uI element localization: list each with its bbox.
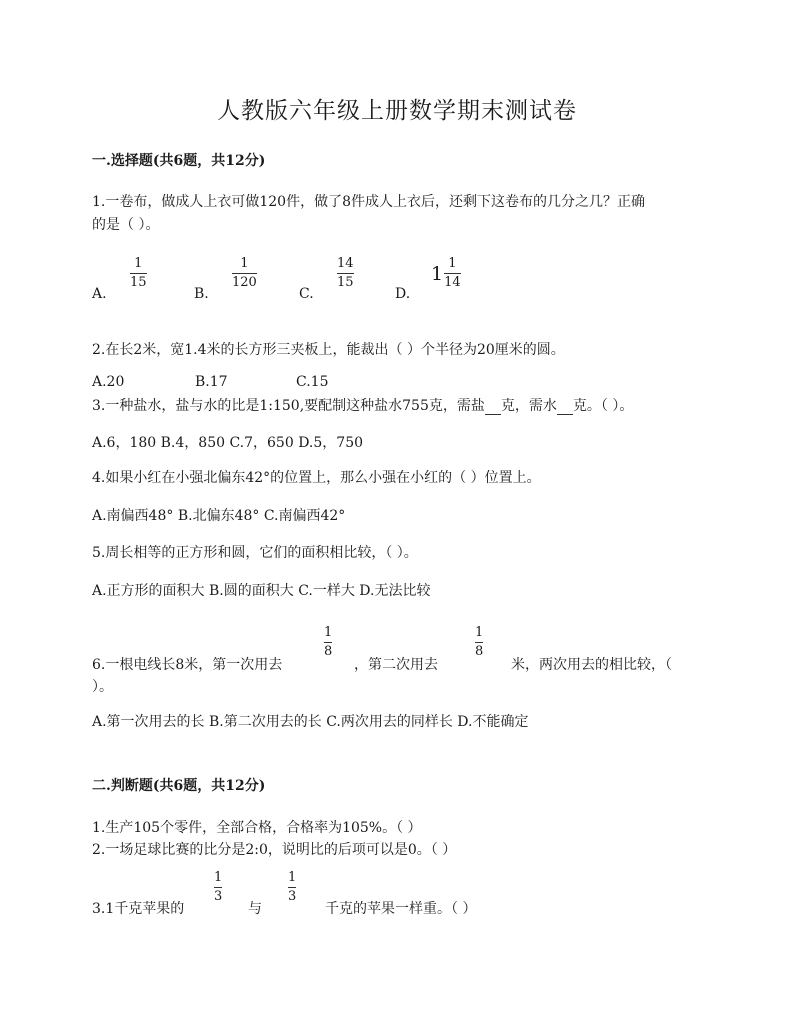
q2-option-b: B.17 (195, 374, 228, 390)
fraction-denominator: 14 (444, 275, 461, 290)
answer-blank (485, 398, 501, 415)
q1-option-d-fraction (444, 257, 461, 290)
q5-options: A.正方形的面积大 B.圆的面积大 C.一样大 D.无法比较 (92, 583, 431, 599)
fraction-bar (232, 273, 257, 274)
tf-q3-text-c: 千克的苹果一样重。（ ） (325, 901, 477, 917)
fraction-numerator: 1 (448, 256, 457, 271)
q6-text-c: 米，两次用去的相比较，（ (511, 657, 672, 673)
q1-option-d-label: D. (395, 286, 411, 302)
q2-option-c: C.15 (296, 374, 329, 390)
q2-option-a: A.20 (92, 374, 125, 390)
tf-q3-fraction-2 (288, 871, 296, 904)
fraction-bar (324, 642, 332, 643)
answer-blank (557, 398, 573, 415)
q3-text-a: 3.一种盐水，盐与水的比是1:150,要配制这种盐水755克，需盐 (92, 398, 485, 414)
tf-q3-text-a: 3.1千克苹果的 (92, 901, 185, 917)
q1-option-b-fraction (232, 257, 257, 290)
fraction-numerator: 14 (337, 256, 354, 271)
fraction-numerator: 1 (240, 256, 249, 271)
q6-text-a: 6.一根电线长8米，第一次用去 (92, 657, 283, 673)
fraction-numerator: 1 (475, 625, 484, 640)
tf-q3-text-b: 与 (248, 901, 262, 917)
q6-text-b: ，第二次用去 (354, 657, 438, 673)
q5-text: 5.周长相等的正方形和圆，它们的面积相比较，（ ）。 (92, 545, 418, 561)
tf-q1-text: 1.生产105个零件，全部合格，合格率为105%。（ ） (92, 820, 422, 836)
tf-q3-fraction-1 (214, 871, 222, 904)
q3-text-b: 克，需水 (500, 398, 557, 414)
q4-options: A.南偏西48° B.北偏东48° C.南偏西42° (92, 508, 346, 524)
q1-option-d-mixed-number (431, 257, 461, 290)
q1-option-b-label: B. (194, 286, 209, 302)
q3-text-c: 克。（ ）。 (572, 398, 634, 414)
page-title: 人教版六年级上册数学期末测试卷 (217, 98, 577, 124)
q1-option-a-label: A. (92, 286, 107, 302)
section-1-heading: 一.选择题(共6题，共12分) (92, 153, 266, 169)
fraction-bar (288, 887, 296, 888)
q6-options: A.第一次用去的长 B.第二次用去的长 C.两次用去的同样长 D.不能确定 (92, 714, 529, 730)
fraction-denominator: 120 (232, 275, 257, 290)
q3-options: A.6，180 B.4，850 C.7，650 D.5，750 (92, 435, 364, 451)
fraction-denominator: 3 (288, 889, 297, 904)
fraction-denominator: 15 (130, 275, 147, 290)
fraction-denominator: 8 (324, 644, 333, 659)
fraction-numerator: 1 (134, 256, 143, 271)
q1-option-c-fraction (337, 257, 354, 290)
q1-option-c-label: C. (299, 286, 314, 302)
q4-text: 4.如果小红在小强北偏东42°的位置上，那么小强在小红的（ ）位置上。 (92, 470, 541, 486)
q1-text-line2: 的是（ ）。 (92, 217, 160, 233)
fraction-denominator: 3 (214, 889, 223, 904)
fraction-bar (130, 273, 147, 274)
fraction-bar (337, 273, 354, 274)
fraction-numerator: 1 (214, 870, 223, 885)
q6-fraction-2 (475, 626, 483, 659)
fraction-bar (444, 273, 461, 274)
q6-text-line2: ）。 (92, 679, 113, 695)
q2-text: 2.在长2米，宽1.4米的长方形三夹板上，能裁出（ ）个半径为20厘米的圆。 (92, 342, 565, 358)
fraction-bar (214, 887, 222, 888)
fraction-numerator: 1 (288, 870, 297, 885)
q1-option-a-fraction (130, 257, 147, 290)
tf-q2-text: 2.一场足球比赛的比分是2:0，说明比的后项可以是0。（ ） (92, 842, 457, 858)
fraction-bar (475, 642, 483, 643)
mixed-whole: 1 (431, 262, 444, 285)
q6-fraction-1 (324, 626, 332, 659)
section-2-heading: 二.判断题(共6题，共12分) (92, 778, 266, 794)
fraction-denominator: 15 (337, 275, 354, 290)
fraction-numerator: 1 (324, 625, 333, 640)
q3-text (92, 395, 633, 415)
q1-text-line1: 1.一卷布，做成人上衣可做120件，做了8件成人上衣后，还剩下这卷布的几分之几？正确 (92, 194, 645, 210)
fraction-denominator: 8 (475, 644, 484, 659)
